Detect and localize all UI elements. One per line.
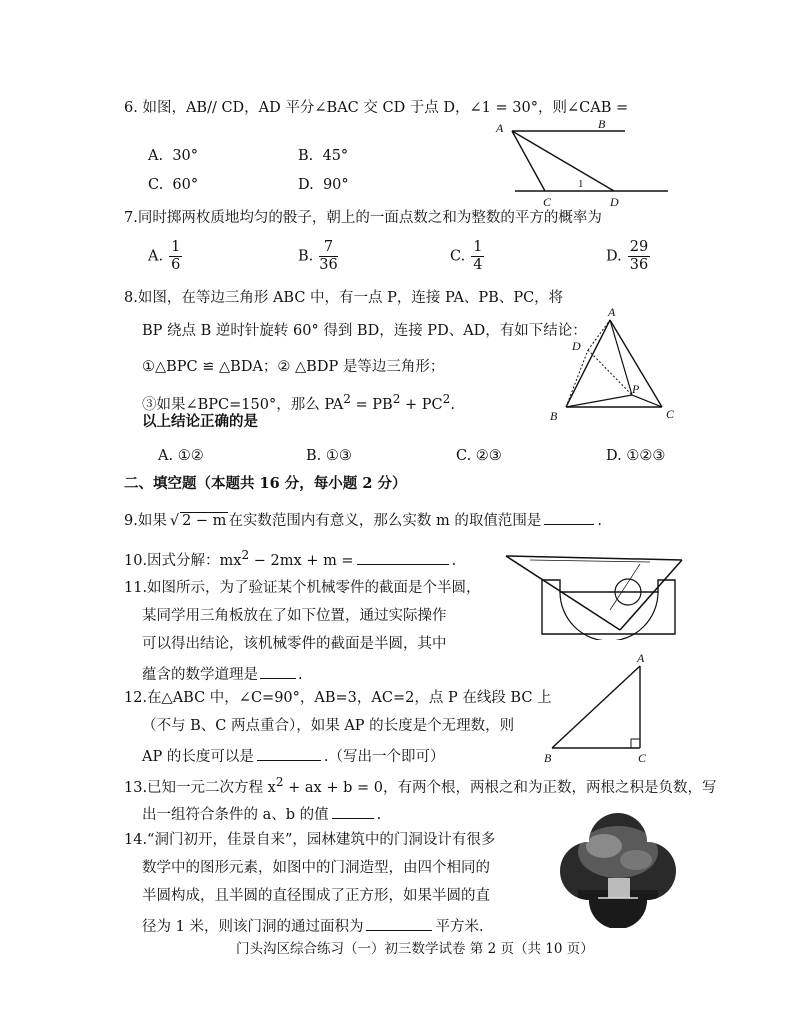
- q9-blank: [544, 510, 594, 525]
- page-footer: 门头沟区综合练习（一）初三数学试卷 第 2 页（共 10 页）: [236, 941, 594, 957]
- q11-line3: 可以得出结论，该机械零件的截面是半圆，其中: [142, 636, 447, 652]
- q10-blank: [357, 550, 449, 565]
- q14-blank: [366, 916, 432, 931]
- q12-line1: 12.在△ABC 中，∠C=90°，AB=3，AC=2，点 P 在线段 BC 上: [124, 690, 552, 706]
- section-heading: 二、填空题（本题共 16 分，每小题 2 分）: [124, 475, 407, 492]
- q12-blank: [257, 746, 321, 761]
- q7-option-c: C. $\frac{1}{4}$: [450, 239, 483, 274]
- q10: 10.因式分解：$mx^2 - 2mx + m$ = .: [124, 548, 457, 569]
- q6-option-c: C. 60°: [148, 177, 199, 193]
- q6-option-a: A. 30°: [148, 148, 199, 164]
- q8-line1: 8.如图，在等边三角形 ABC 中，有一点 P，连接 PA、PB、PC，将: [124, 290, 564, 306]
- q11-line2: 某同学用三角板放在了如下位置，通过实际操作: [142, 608, 447, 624]
- q8-line4: ③如果∠BPC=150°，那么 $PA^2 = PB^2 + PC^2$.: [142, 392, 455, 413]
- q8-option-c: C. ②③: [456, 448, 502, 464]
- q8-label-c: C: [666, 407, 675, 421]
- q13-line2: 出一组符合条件的 a、b 的值 .: [142, 804, 381, 824]
- q14-line3: 半圆构成，且半圆的直径围成了正方形，如果半圆的直: [142, 888, 490, 904]
- q8-line2: BP 绕点 B 逆时针旋转 60° 得到 BD，连接 PD、AD，有如下结论：: [142, 323, 587, 339]
- q6-label-d: D: [610, 195, 619, 209]
- q14-line2: 数学中的图形元素，如图中的门洞造型，由四个相同的: [142, 860, 490, 876]
- q8-label-b: B: [550, 409, 558, 423]
- q6-stem: 6. 如图，AB// CD，AD 平分∠BAC 交 CD 于点 D，∠1 = 30°，则∠CAB =: [124, 100, 629, 116]
- q11-blank: [260, 664, 296, 679]
- q6-figure: [490, 114, 700, 210]
- q11-line4: 蕴含的数学道理是 .: [142, 664, 303, 684]
- q9: 9.如果 √ 2 − m 在实数范围内有意义，那么实数 m 的取值范围是 .: [124, 510, 602, 530]
- q8-line3: ①△BPC ≌ △BDA；② △BDP 是等边三角形；: [142, 359, 445, 375]
- q13-blank: [332, 804, 374, 819]
- q8-label-p: P: [632, 382, 640, 396]
- q12-label-a: A: [637, 651, 645, 665]
- q7-option-d: D. $\frac{29}{36}$: [606, 239, 649, 274]
- q6-option-b: B. 45°: [298, 148, 349, 164]
- q8-line5: 以上结论正确的是: [142, 413, 258, 430]
- q14-line1: 14.“洞门初开，佳景自来”，园林建筑中的门洞设计有很多: [124, 832, 496, 848]
- moon-gate-photo: [558, 812, 678, 928]
- q7-option-b: B. $\frac{7}{36}$: [298, 239, 338, 274]
- q7-option-a: A. $\frac{1}{6}$: [148, 239, 181, 274]
- q14-line4: 径为 1 米，则该门洞的通过面积为 平方米.: [142, 916, 484, 936]
- q12-line3: AP 的长度可以是 .（写出一个即可）: [142, 746, 444, 766]
- q11-figure: [500, 550, 690, 640]
- q12-figure: [536, 650, 666, 768]
- q13-line1: 13.已知一元二次方程 $x^2$ + ax + b = 0，有两个根，两根之和为正数，两根之积是负数，写: [124, 775, 717, 796]
- q6-label-b: B: [598, 117, 606, 131]
- q7-stem: 7.同时掷两枚质地均匀的骰子，朝上的一面点数之和为整数的平方的概率为: [124, 210, 602, 226]
- q11-line1: 11.如图所示，为了验证某个机械零件的截面是个半圆，: [124, 580, 481, 596]
- q8-figure: [544, 300, 694, 424]
- q6-label-angle: 1: [578, 178, 584, 190]
- q6-label-a: A: [496, 121, 504, 135]
- q6-label-c: C: [543, 195, 552, 209]
- q12-line2: （不与 B、C 两点重合），如果 AP 的长度是个无理数，则: [142, 718, 515, 734]
- q8-label-d: D: [572, 339, 581, 353]
- q12-label-b: B: [544, 751, 552, 765]
- q8-option-b: B. ①③: [306, 448, 352, 464]
- q8-option-d: D. ①②③: [606, 448, 666, 464]
- q12-label-c: C: [638, 751, 647, 765]
- q8-label-a: A: [608, 305, 616, 319]
- q8-option-a: A. ①②: [158, 448, 204, 464]
- q6-option-d: D. 90°: [298, 177, 349, 193]
